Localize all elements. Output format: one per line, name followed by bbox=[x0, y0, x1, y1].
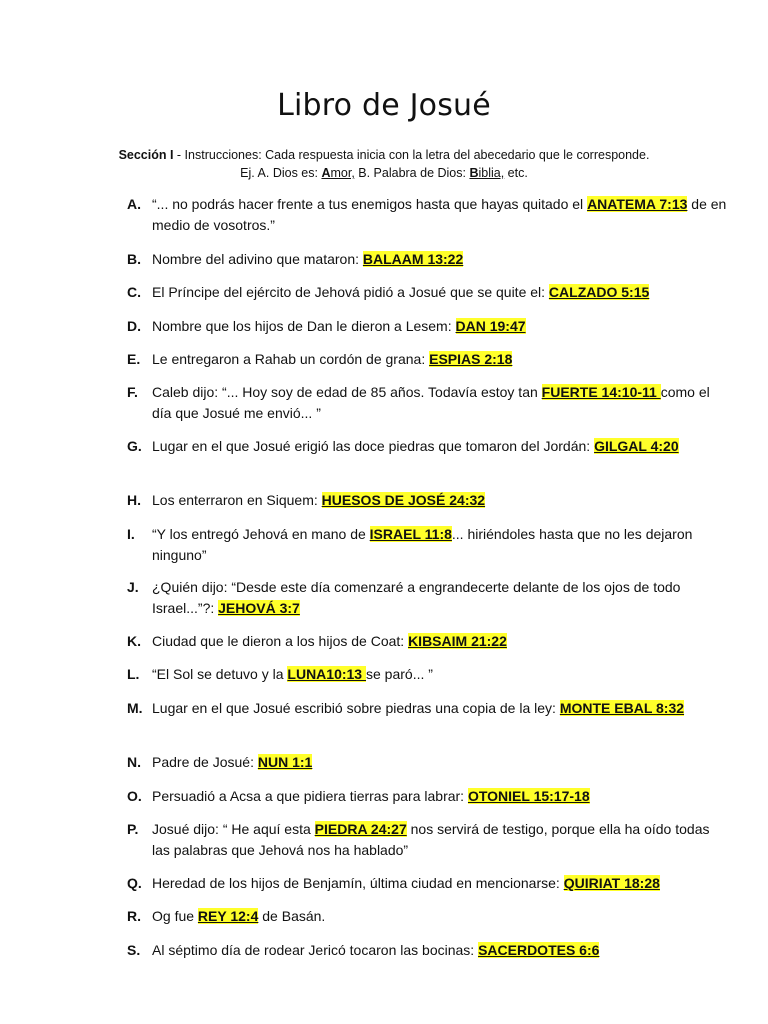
item-letter: N. bbox=[127, 754, 141, 770]
item-answer: ISRAEL 11:8 bbox=[369, 526, 452, 542]
item-text bbox=[152, 906, 727, 927]
item-answer: JEHOVÁ 3:7 bbox=[218, 599, 300, 616]
item-letter: O. bbox=[127, 788, 142, 804]
list-item bbox=[127, 349, 727, 370]
item-text bbox=[152, 752, 727, 773]
list-item bbox=[127, 819, 727, 860]
item-answer: LUNA10:13 bbox=[287, 666, 366, 682]
item-question: Josué dijo: “ He aquí esta bbox=[152, 821, 315, 837]
item-letter: H. bbox=[127, 492, 141, 508]
instructions bbox=[40, 146, 728, 182]
item-text bbox=[152, 786, 727, 807]
item-question: Nombre que los hijos de Dan le dieron a Lesem: bbox=[152, 318, 456, 334]
item-question: El Príncipe del ejército de Jehová pidió a Josué que se quite el: bbox=[152, 284, 549, 300]
list-item bbox=[127, 752, 727, 773]
item-answer: DAN 19:47 bbox=[455, 318, 526, 334]
item-answer: OTONIEL 15:17-18 bbox=[467, 788, 590, 804]
item-letter: S. bbox=[127, 942, 141, 958]
example-etc: etc. bbox=[504, 166, 528, 180]
list-item bbox=[127, 282, 727, 303]
item-question: Le entregaron a Rahab un cordón de grana: bbox=[152, 351, 430, 367]
item-question: ¿Quién dijo: “Desde este día comenzaré a engrandecerte delante de los ojos de todo Israel...”?: bbox=[152, 579, 681, 616]
item-letter: D. bbox=[127, 318, 141, 334]
item-text bbox=[152, 698, 727, 719]
item-text bbox=[152, 631, 727, 652]
item-answer: KIBSAIM 21:22 bbox=[408, 633, 507, 649]
item-answer: BALAAM 13:22 bbox=[362, 251, 464, 267]
item-answer: HUESOS DE JOSÉ 24:32 bbox=[321, 492, 486, 508]
item-letter: P. bbox=[127, 821, 139, 837]
item-letter: C. bbox=[127, 284, 141, 300]
item-text bbox=[152, 524, 727, 565]
item-question: Persuadió a Acsa a que pidiera tierras para labrar: bbox=[152, 788, 468, 804]
item-text bbox=[152, 490, 727, 511]
section-label: Sección I bbox=[118, 148, 174, 162]
item-letter: G. bbox=[127, 438, 142, 454]
item-text bbox=[152, 873, 727, 894]
instructions-line-1 bbox=[40, 146, 728, 164]
item-question: Lugar en el que Josué escribió sobre piedras una copia de la ley: bbox=[152, 700, 560, 716]
item-question-end: ... hiriéndoles hasta que no les dejaron ninguno” bbox=[152, 526, 693, 563]
item-answer: REY 12:4 bbox=[197, 908, 259, 924]
example-amor bbox=[321, 166, 354, 180]
item-letter: A. bbox=[127, 196, 141, 212]
item-text bbox=[152, 436, 727, 457]
page-title: Libro de Josué bbox=[277, 88, 491, 123]
list-item bbox=[127, 382, 727, 423]
list-item bbox=[127, 698, 727, 719]
biblia-first-letter: B bbox=[469, 166, 479, 180]
item-question: “El Sol se detuvo y la bbox=[152, 666, 288, 682]
example-b: B. Palabra de Dios: bbox=[354, 166, 470, 180]
item-answer: FUERTE 14:10-11 bbox=[541, 384, 661, 400]
item-question: Al séptimo día de rodear Jericó tocaron las bocinas: bbox=[152, 942, 479, 958]
item-question-end: de en medio de vosotros.” bbox=[152, 196, 727, 233]
item-letter: F. bbox=[127, 384, 138, 400]
item-text bbox=[152, 577, 727, 618]
item-answer: ANATEMA 7:13 bbox=[587, 196, 688, 212]
amor-first-letter: A bbox=[321, 166, 331, 180]
item-answer: QUIRIAT 18:28 bbox=[563, 875, 660, 891]
item-answer: ESPIAS 2:18 bbox=[429, 351, 513, 367]
item-question: “Y los entregó Jehová en mano de bbox=[152, 526, 370, 542]
list-item bbox=[127, 906, 727, 927]
list-item bbox=[127, 577, 727, 618]
item-text bbox=[152, 349, 727, 370]
list-item bbox=[127, 436, 727, 457]
item-answer: NUN 1:1 bbox=[257, 754, 313, 770]
list-item bbox=[127, 631, 727, 652]
item-question-end: se paró... ” bbox=[366, 666, 433, 682]
item-question: Heredad de los hijos de Benjamín, última ciudad en mencionarse: bbox=[152, 875, 564, 891]
list-item bbox=[127, 316, 727, 337]
item-question: Ciudad que le dieron a los hijos de Coat: bbox=[152, 633, 409, 649]
item-question: Los enterraron en Siquem: bbox=[152, 492, 322, 508]
instructions-text: - Instrucciones: Cada respuesta inicia con la letra del abecedario que le corresponde. bbox=[173, 148, 650, 162]
list-item bbox=[127, 873, 727, 894]
item-letter: L. bbox=[127, 666, 140, 682]
item-question: Lugar en el que Josué erigió las doce piedras que tomaron del Jordán: bbox=[152, 438, 595, 454]
example-biblia bbox=[469, 166, 504, 180]
item-letter: B. bbox=[127, 251, 141, 267]
item-letter: R. bbox=[127, 908, 141, 924]
example-a: Ej. A. Dios es: bbox=[240, 166, 322, 180]
item-question: “... no podrás hacer frente a tus enemigos hasta que hayas quitado el bbox=[152, 196, 588, 212]
item-text bbox=[152, 316, 727, 337]
item-answer: SACERDOTES 6:6 bbox=[478, 942, 600, 958]
item-text bbox=[152, 282, 727, 303]
item-question: Nombre del adivino que mataron: bbox=[152, 251, 363, 267]
item-letter: I. bbox=[127, 526, 135, 542]
item-text bbox=[152, 382, 727, 423]
item-question-end: de Basán. bbox=[258, 908, 326, 924]
list-item bbox=[127, 940, 727, 961]
biblia-rest: iblia, bbox=[478, 166, 505, 180]
amor-rest: mor, bbox=[330, 166, 355, 180]
item-answer: PIEDRA 24:27 bbox=[314, 821, 407, 837]
instructions-line-2 bbox=[40, 164, 728, 182]
item-answer: MONTE EBAL 8:32 bbox=[559, 700, 685, 716]
list-item bbox=[127, 664, 727, 685]
item-letter: E. bbox=[127, 351, 141, 367]
item-question-end: nos servirá de testigo, porque ella ha oído todas las palabras que Jehová nos ha hablado” bbox=[152, 821, 710, 858]
item-letter: M. bbox=[127, 700, 143, 716]
item-question: Og fue bbox=[152, 908, 198, 924]
item-question: Padre de Josué: bbox=[152, 754, 258, 770]
list-item bbox=[127, 194, 727, 235]
item-question-end: como el día que Josué me envió... ” bbox=[152, 384, 710, 421]
item-letter: K. bbox=[127, 633, 141, 649]
item-text bbox=[152, 940, 727, 961]
list-item bbox=[127, 524, 727, 565]
item-text bbox=[152, 819, 727, 860]
item-text bbox=[152, 664, 727, 685]
list-item bbox=[127, 786, 727, 807]
item-letter: J. bbox=[127, 579, 139, 595]
item-text bbox=[152, 249, 727, 270]
item-answer: CALZADO 5:15 bbox=[548, 284, 650, 300]
item-letter: Q. bbox=[127, 875, 142, 891]
item-answer: GILGAL 4:20 bbox=[594, 438, 679, 454]
item-text bbox=[152, 194, 727, 235]
list-item bbox=[127, 249, 727, 270]
item-question: Caleb dijo: “... Hoy soy de edad de 85 años. Todavía estoy tan bbox=[152, 384, 542, 400]
list-item bbox=[127, 490, 727, 511]
